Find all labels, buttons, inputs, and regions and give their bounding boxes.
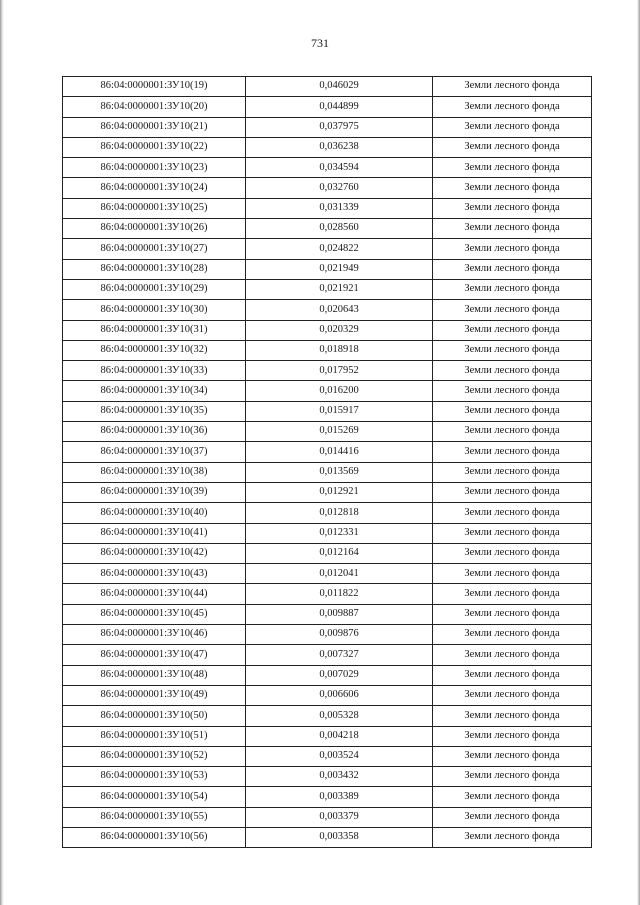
- table-row: [63, 604, 592, 624]
- area-cell: 0,003524: [246, 746, 433, 766]
- land-category-cell: Земли лесного фонда: [433, 604, 592, 624]
- area-cell: 0,018918: [246, 340, 433, 360]
- land-category-cell: Земли лесного фонда: [433, 381, 592, 401]
- table-row: [63, 625, 592, 645]
- area-cell: 0,021921: [246, 279, 433, 299]
- cadastral-number-cell: 86:04:0000001:ЗУ10(29): [63, 279, 246, 299]
- land-category-cell: Земли лесного фонда: [433, 279, 592, 299]
- land-category-cell: Земли лесного фонда: [433, 746, 592, 766]
- area-cell: 0,036238: [246, 137, 433, 157]
- table-row: [63, 300, 592, 320]
- cadastral-number-cell: 86:04:0000001:ЗУ10(22): [63, 137, 246, 157]
- area-cell: 0,032760: [246, 178, 433, 198]
- cadastral-number-cell: 86:04:0000001:ЗУ10(20): [63, 97, 246, 117]
- cadastral-number-cell: 86:04:0000001:ЗУ10(25): [63, 198, 246, 218]
- table-row: [63, 279, 592, 299]
- cadastral-number-cell: 86:04:0000001:ЗУ10(37): [63, 442, 246, 462]
- area-cell: 0,034594: [246, 158, 433, 178]
- table-row: [63, 564, 592, 584]
- cadastral-number-cell: 86:04:0000001:ЗУ10(39): [63, 482, 246, 502]
- table-row: [63, 787, 592, 807]
- table-row: [63, 827, 592, 847]
- table-row: [63, 259, 592, 279]
- cadastral-number-cell: 86:04:0000001:ЗУ10(35): [63, 401, 246, 421]
- land-category-cell: Земли лесного фонда: [433, 584, 592, 604]
- table-row: [63, 442, 592, 462]
- area-cell: 0,009876: [246, 625, 433, 645]
- cadastral-number-cell: 86:04:0000001:ЗУ10(41): [63, 523, 246, 543]
- cadastral-number-cell: 86:04:0000001:ЗУ10(51): [63, 726, 246, 746]
- area-cell: 0,044899: [246, 97, 433, 117]
- area-cell: 0,005328: [246, 706, 433, 726]
- cadastral-number-cell: 86:04:0000001:ЗУ10(26): [63, 219, 246, 239]
- scan-edge-left: [0, 0, 4, 905]
- land-category-cell: Земли лесного фонда: [433, 320, 592, 340]
- table-row: [63, 401, 592, 421]
- table-row: [63, 807, 592, 827]
- area-cell: 0,024822: [246, 239, 433, 259]
- table-row: [63, 584, 592, 604]
- area-cell: 0,012164: [246, 543, 433, 563]
- area-cell: 0,021949: [246, 259, 433, 279]
- land-category-cell: Земли лесного фонда: [433, 482, 592, 502]
- land-category-cell: Земли лесного фонда: [433, 422, 592, 442]
- table-row: [63, 706, 592, 726]
- area-cell: 0,003389: [246, 787, 433, 807]
- land-category-cell: Земли лесного фонда: [433, 239, 592, 259]
- table-row: [63, 503, 592, 523]
- area-cell: 0,012041: [246, 564, 433, 584]
- land-category-cell: Земли лесного фонда: [433, 178, 592, 198]
- area-cell: 0,037975: [246, 117, 433, 137]
- cadastral-number-cell: 86:04:0000001:ЗУ10(33): [63, 361, 246, 381]
- land-category-cell: Земли лесного фонда: [433, 442, 592, 462]
- area-cell: 0,015917: [246, 401, 433, 421]
- table-row: [63, 665, 592, 685]
- land-plots-table: [62, 76, 592, 848]
- table-row: [63, 543, 592, 563]
- area-cell: 0,017952: [246, 361, 433, 381]
- cadastral-number-cell: 86:04:0000001:ЗУ10(34): [63, 381, 246, 401]
- table-row: [63, 482, 592, 502]
- area-cell: 0,046029: [246, 77, 433, 97]
- land-category-cell: Земли лесного фонда: [433, 137, 592, 157]
- table-row: [63, 462, 592, 482]
- land-category-cell: Земли лесного фонда: [433, 807, 592, 827]
- area-cell: 0,012818: [246, 503, 433, 523]
- land-category-cell: Земли лесного фонда: [433, 827, 592, 847]
- cadastral-number-cell: 86:04:0000001:ЗУ10(40): [63, 503, 246, 523]
- land-category-cell: Земли лесного фонда: [433, 198, 592, 218]
- cadastral-number-cell: 86:04:0000001:ЗУ10(27): [63, 239, 246, 259]
- land-category-cell: Земли лесного фонда: [433, 543, 592, 563]
- land-category-cell: Земли лесного фонда: [433, 462, 592, 482]
- land-category-cell: Земли лесного фонда: [433, 158, 592, 178]
- cadastral-number-cell: 86:04:0000001:ЗУ10(24): [63, 178, 246, 198]
- page-number: 731: [311, 36, 329, 50]
- table-row: [63, 422, 592, 442]
- land-category-cell: Земли лесного фонда: [433, 665, 592, 685]
- area-cell: 0,020329: [246, 320, 433, 340]
- table-row: [63, 219, 592, 239]
- table-row: [63, 523, 592, 543]
- cadastral-number-cell: 86:04:0000001:ЗУ10(54): [63, 787, 246, 807]
- land-category-cell: Земли лесного фонда: [433, 645, 592, 665]
- table-row: [63, 361, 592, 381]
- table-row: [63, 645, 592, 665]
- area-cell: 0,003432: [246, 767, 433, 787]
- land-category-cell: Земли лесного фонда: [433, 361, 592, 381]
- land-category-cell: Земли лесного фонда: [433, 77, 592, 97]
- cadastral-number-cell: 86:04:0000001:ЗУ10(31): [63, 320, 246, 340]
- land-category-cell: Земли лесного фонда: [433, 767, 592, 787]
- cadastral-number-cell: 86:04:0000001:ЗУ10(46): [63, 625, 246, 645]
- table-row: [63, 767, 592, 787]
- table-row: [63, 726, 592, 746]
- table-row: [63, 198, 592, 218]
- cadastral-number-cell: 86:04:0000001:ЗУ10(56): [63, 827, 246, 847]
- land-category-cell: Земли лесного фонда: [433, 523, 592, 543]
- table-row: [63, 178, 592, 198]
- table-row: [63, 746, 592, 766]
- land-category-cell: Земли лесного фонда: [433, 219, 592, 239]
- land-category-cell: Земли лесного фонда: [433, 706, 592, 726]
- table-row: [63, 239, 592, 259]
- area-cell: 0,028560: [246, 219, 433, 239]
- cadastral-number-cell: 86:04:0000001:ЗУ10(28): [63, 259, 246, 279]
- cadastral-number-cell: 86:04:0000001:ЗУ10(48): [63, 665, 246, 685]
- area-cell: 0,003358: [246, 827, 433, 847]
- cadastral-number-cell: 86:04:0000001:ЗУ10(21): [63, 117, 246, 137]
- land-category-cell: Земли лесного фонда: [433, 340, 592, 360]
- area-cell: 0,015269: [246, 422, 433, 442]
- land-category-cell: Земли лесного фонда: [433, 97, 592, 117]
- cadastral-number-cell: 86:04:0000001:ЗУ10(55): [63, 807, 246, 827]
- land-category-cell: Земли лесного фонда: [433, 259, 592, 279]
- cadastral-number-cell: 86:04:0000001:ЗУ10(44): [63, 584, 246, 604]
- table-body: [63, 77, 592, 848]
- cadastral-number-cell: 86:04:0000001:ЗУ10(45): [63, 604, 246, 624]
- cadastral-number-cell: 86:04:0000001:ЗУ10(32): [63, 340, 246, 360]
- area-cell: 0,031339: [246, 198, 433, 218]
- land-category-cell: Земли лесного фонда: [433, 401, 592, 421]
- area-cell: 0,003379: [246, 807, 433, 827]
- area-cell: 0,006606: [246, 685, 433, 705]
- cadastral-number-cell: 86:04:0000001:ЗУ10(53): [63, 767, 246, 787]
- area-cell: 0,007029: [246, 665, 433, 685]
- table-row: [63, 381, 592, 401]
- area-cell: 0,016200: [246, 381, 433, 401]
- area-cell: 0,011822: [246, 584, 433, 604]
- land-category-cell: Земли лесного фонда: [433, 625, 592, 645]
- table-row: [63, 137, 592, 157]
- cadastral-number-cell: 86:04:0000001:ЗУ10(47): [63, 645, 246, 665]
- table-row: [63, 97, 592, 117]
- cadastral-number-cell: 86:04:0000001:ЗУ10(50): [63, 706, 246, 726]
- cadastral-number-cell: 86:04:0000001:ЗУ10(19): [63, 77, 246, 97]
- cadastral-number-cell: 86:04:0000001:ЗУ10(30): [63, 300, 246, 320]
- cadastral-number-cell: 86:04:0000001:ЗУ10(38): [63, 462, 246, 482]
- cadastral-number-cell: 86:04:0000001:ЗУ10(43): [63, 564, 246, 584]
- table-row: [63, 340, 592, 360]
- land-category-cell: Земли лесного фонда: [433, 300, 592, 320]
- table-row: [63, 77, 592, 97]
- area-cell: 0,012921: [246, 482, 433, 502]
- cadastral-number-cell: 86:04:0000001:ЗУ10(52): [63, 746, 246, 766]
- area-cell: 0,014416: [246, 442, 433, 462]
- table-row: [63, 685, 592, 705]
- land-category-cell: Земли лесного фонда: [433, 685, 592, 705]
- land-category-cell: Земли лесного фонда: [433, 564, 592, 584]
- land-category-cell: Земли лесного фонда: [433, 117, 592, 137]
- area-cell: 0,013569: [246, 462, 433, 482]
- area-cell: 0,009887: [246, 604, 433, 624]
- cadastral-number-cell: 86:04:0000001:ЗУ10(42): [63, 543, 246, 563]
- table-row: [63, 158, 592, 178]
- area-cell: 0,020643: [246, 300, 433, 320]
- cadastral-number-cell: 86:04:0000001:ЗУ10(36): [63, 422, 246, 442]
- area-cell: 0,007327: [246, 645, 433, 665]
- cadastral-number-cell: 86:04:0000001:ЗУ10(49): [63, 685, 246, 705]
- land-category-cell: Земли лесного фонда: [433, 503, 592, 523]
- area-cell: 0,004218: [246, 726, 433, 746]
- land-category-cell: Земли лесного фонда: [433, 726, 592, 746]
- table-row: [63, 117, 592, 137]
- table-row: [63, 320, 592, 340]
- area-cell: 0,012331: [246, 523, 433, 543]
- cadastral-number-cell: 86:04:0000001:ЗУ10(23): [63, 158, 246, 178]
- land-category-cell: Земли лесного фонда: [433, 787, 592, 807]
